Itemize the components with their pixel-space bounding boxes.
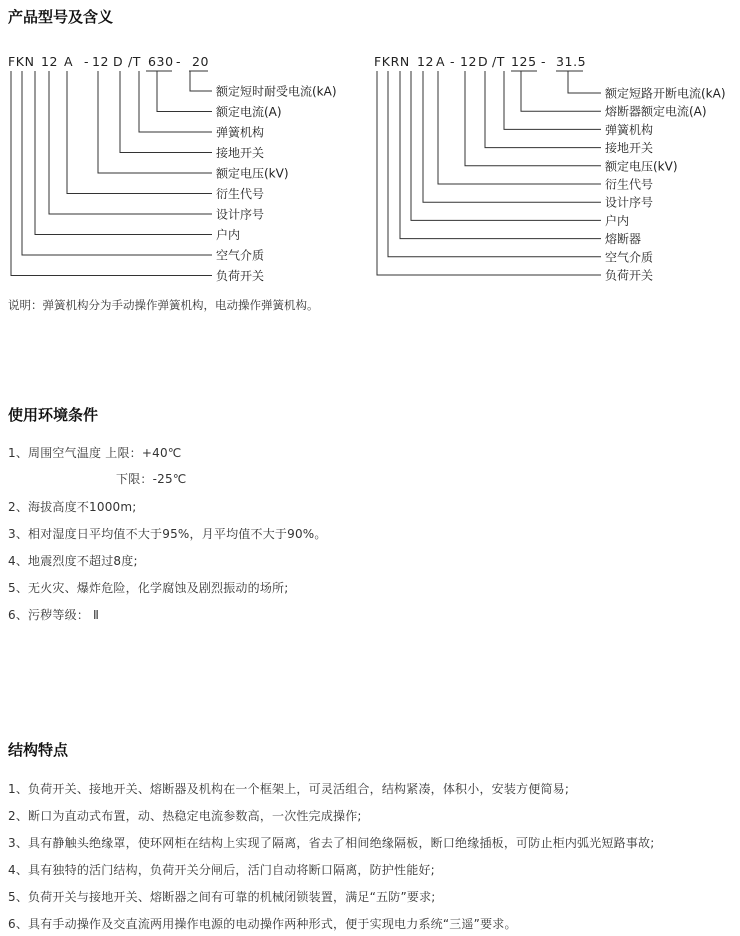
model-code-meaning: 负荷开关 xyxy=(216,269,265,283)
model-code-token: - xyxy=(450,54,456,69)
bracket-line xyxy=(504,71,601,129)
model-code-meaning: 空气介质 xyxy=(216,248,265,263)
model-code-meaning: 接地开关 xyxy=(605,141,654,156)
env-item: 6、污秽等级： Ⅱ xyxy=(8,608,100,622)
feature-item: 3、具有静触头绝缘罩，使环网柜在结构上实现了隔离，省去了相间绝缘隔板，断口绝缘插板，可防止柜内弧光短路事故; xyxy=(8,836,655,850)
bracket-line xyxy=(521,71,601,111)
model-code-meaning: 弹簧机构 xyxy=(216,125,265,140)
bracket-line xyxy=(438,71,601,184)
bracket-line xyxy=(485,71,601,148)
model-code-token: 12 xyxy=(41,54,59,69)
bracket-line xyxy=(568,71,601,93)
bracket-line xyxy=(400,71,601,239)
model-code-token: FKRN xyxy=(374,54,410,69)
feature-item: 4、具有独特的活门结构，负荷开关分闸后，活门自动将断口隔离，防护性能好; xyxy=(8,863,435,877)
model-code-token: 12 xyxy=(417,54,435,69)
section-title-model: 产品型号及含义 xyxy=(8,8,114,26)
env-item: 4、地震烈度不超过8度; xyxy=(8,554,138,568)
model-note: 说明：弹簧机构分为手动操作弹簧机构，电动操作弹簧机构。 xyxy=(8,298,319,312)
model-code-meaning: 衍生代号 xyxy=(216,187,265,201)
model-code-meaning: 熔断器 xyxy=(605,232,642,247)
model-code-meaning: 空气介质 xyxy=(605,250,654,265)
model-code-meaning: 熔断器额定电流(A) xyxy=(605,104,707,119)
model-code-meaning: 衍生代号 xyxy=(605,177,654,192)
model-code-meaning: 额定电压(kV) xyxy=(605,159,678,174)
model-code-meaning: 设计序号 xyxy=(605,195,654,210)
model-code-meaning: 额定电流(A) xyxy=(216,105,282,119)
model-code-meaning: 设计序号 xyxy=(216,207,265,222)
model-code-token: A xyxy=(64,54,74,69)
model-code-meaning: 额定电压(kV) xyxy=(216,166,289,181)
model-code-token: - xyxy=(176,54,182,69)
model-code-token: 20 xyxy=(192,54,210,69)
model-code-token: /T xyxy=(492,54,506,69)
section-title-features: 结构特点 xyxy=(8,741,69,759)
env-item: 5、无火灾、爆炸危险，化学腐蚀及剧烈振动的场所; xyxy=(8,581,289,595)
model-code-meaning: 户内 xyxy=(605,213,630,228)
fkrn-model-breakdown xyxy=(374,54,726,283)
feature-item: 6、具有手动操作及交直流两用操作电源的电动操作两种形式，便于实现电力系统“三遥”要求。 xyxy=(8,917,517,931)
bracket-line xyxy=(139,71,212,132)
model-code-meaning: 接地开关 xyxy=(216,146,265,160)
model-code-meaning: 额定短路开断电流(kA) xyxy=(605,86,726,101)
model-code-token: 31.5 xyxy=(556,54,587,69)
bracket-line xyxy=(98,71,212,173)
bracket-line xyxy=(190,71,212,91)
feature-item: 2、断口为直动式布置，动、热稳定电流参数高，一次性完成操作; xyxy=(8,809,362,823)
model-code-token: 630 xyxy=(148,54,174,69)
model-code-token: A xyxy=(436,54,446,69)
model-code-meaning: 户内 xyxy=(216,228,241,242)
feature-item: 5、负荷开关与接地开关、熔断器之间有可靠的机械闭锁装置，满足“五防”要求; xyxy=(8,890,436,904)
bracket-line xyxy=(49,71,212,214)
bracket-line xyxy=(423,71,601,202)
model-code-token: - xyxy=(541,54,547,69)
model-code-meaning: 额定短时耐受电流(kA) xyxy=(216,84,337,99)
model-code-token: D xyxy=(113,54,124,69)
model-code-token: D xyxy=(478,54,489,69)
env-item: 3、相对湿度日平均值不大于95%，月平均值不大于90%。 xyxy=(8,527,327,541)
fkn-model-breakdown xyxy=(8,54,337,283)
model-code-token: 125 xyxy=(511,54,537,69)
model-code-token: /T xyxy=(128,54,142,69)
env-item: 1、周围空气温度 上限：+40℃ xyxy=(8,446,182,460)
model-code-token: 12 xyxy=(460,54,478,69)
model-code-meaning: 弹簧机构 xyxy=(605,122,654,137)
env-item: 2、海拔高度不1000m; xyxy=(8,500,137,514)
model-code-token: 12 xyxy=(92,54,110,69)
model-code-token: FKN xyxy=(8,54,35,69)
section-title-environment: 使用环境条件 xyxy=(8,406,99,424)
bracket-line xyxy=(22,71,212,255)
feature-item: 1、负荷开关、接地开关、熔断器及机构在一个框架上，可灵活组合，结构紧凑，体积小，安装方便简易; xyxy=(8,782,570,796)
env-item: 下限：-25℃ xyxy=(116,472,187,486)
bracket-line xyxy=(388,71,601,257)
model-code-meaning: 负荷开关 xyxy=(605,268,654,283)
model-code-diagram xyxy=(0,0,740,300)
model-code-token: - xyxy=(84,54,90,69)
